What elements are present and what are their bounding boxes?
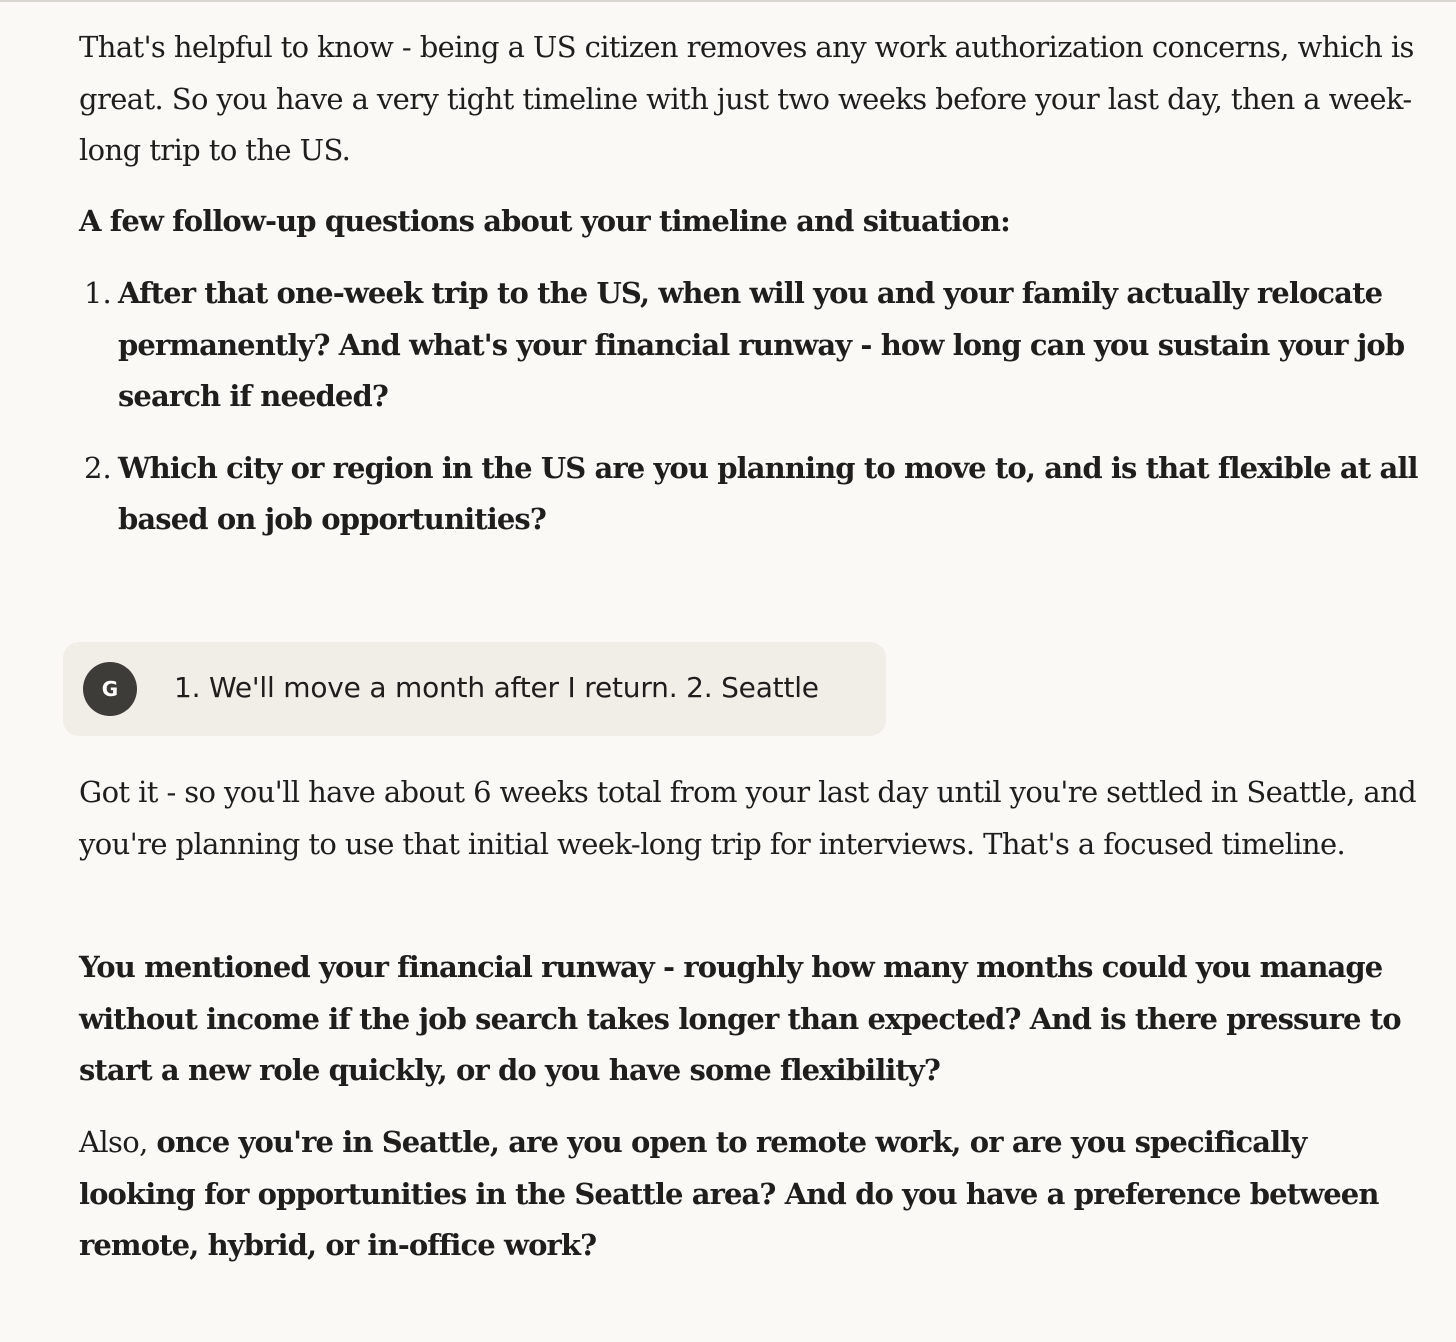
assistant-paragraph-bold: You mentioned your financial runway - roughly how many months could you manage without income if the job search takes longer than expected? And is there pressure to start a new role quickly, or do you have some flexibility?: [79, 950, 1401, 1087]
question-text: Which city or region in the US are you planning to move to, and is that flexible at all based on job opportunities?: [118, 450, 1418, 536]
assistant-paragraph: Got it - so you'll have about 6 weeks total from your last day until you're settled in Seattle, and you're planning to use that initial week-long trip for interviews. That's a focused timeline.: [79, 775, 1417, 861]
list-item: [79, 268, 1419, 423]
assistant-paragraph: That's helpful to know - being a US citizen removes any work authorization concerns, which is great. So you have a very tight timeline with just two weeks before your last day, then a week-long trip to the US.: [79, 30, 1414, 167]
assistant-heading: A few follow-up questions about your timeline and situation:: [79, 204, 1010, 238]
list-number: 1.: [84, 276, 112, 310]
question-list: [79, 268, 1419, 566]
list-number: 2.: [84, 450, 112, 485]
list-item: [79, 443, 1419, 546]
paragraph-bold-text: once you're in Seattle, are you open to remote work, or are you specifically looking for opportunities in the Seattle area? And do you have a preference between remote, hybrid, or in-office work?: [79, 1125, 1379, 1262]
question-text: After that one-week trip to the US, when will you and your family actually relocate permanently? And what's your financial runway - how long can you sustain your job search if needed?: [118, 276, 1405, 413]
paragraph-lead-text: Also,: [79, 1125, 157, 1159]
user-message-bubble: [63, 642, 886, 736]
top-divider: [0, 0, 1456, 5]
avatar[interactable]: G: [83, 662, 137, 716]
assistant-paragraph: [79, 1117, 1419, 1272]
user-message-text: 1. We'll move a month after I return. 2. Seattle: [174, 671, 819, 704]
